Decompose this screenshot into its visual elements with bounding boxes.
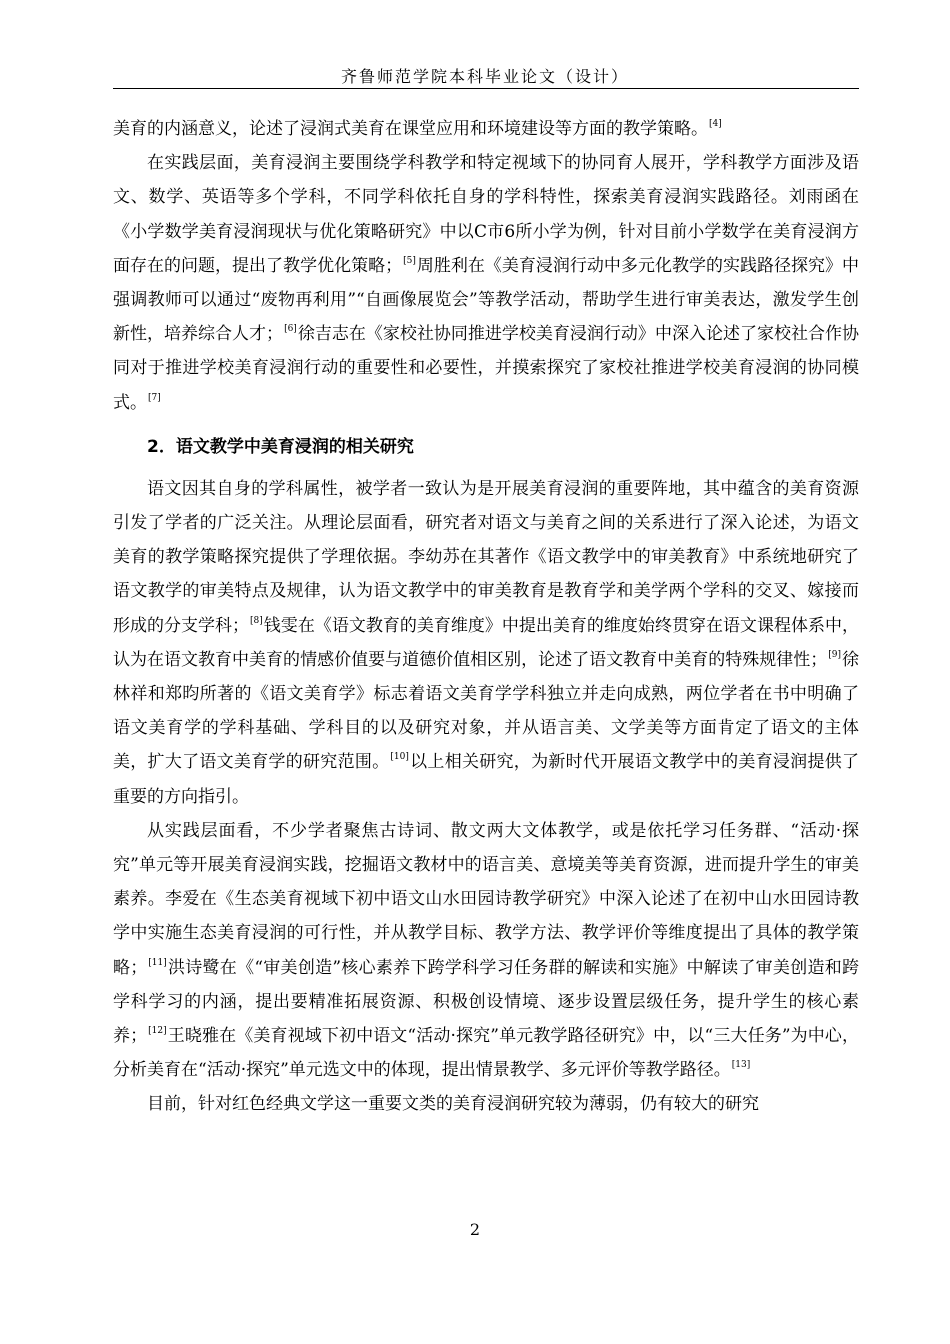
citation-marker: [5] <box>403 255 416 266</box>
citation-marker: [7] <box>148 392 161 403</box>
body-paragraph <box>113 1087 859 1121</box>
citation-marker: [4] <box>709 119 722 129</box>
citation-marker: [13] <box>731 1060 751 1071</box>
citation-marker: [8] <box>250 615 263 626</box>
paragraphs-before-heading <box>113 112 859 420</box>
page-header: 齐鲁师范学院本科毕业论文（设计） <box>340 67 629 86</box>
section-heading: 2．语文教学中美育浸润的相关研究 <box>147 436 414 457</box>
paragraph-text: 徐林祥和郑昀所著的《语文美育学》标志着语文美育学学科独立并走向成熟，两位学者在书中明确了语文美育学的学科基础、学科目的以及研究对象，并从语言美、文学美等方面肯定了语文的主体美，扩大了语文美育学的研究范围。 <box>113 649 860 773</box>
body-paragraph <box>113 112 859 146</box>
body-paragraph <box>113 146 859 420</box>
page-body <box>113 112 859 1122</box>
paragraph-text: 徐吉志在《家校社协同推进学校美育浸润行动》中深入论述了家校社合作协同对于推进学校美育浸润行动的重要性和必要性，并摸索探究了家校社推进学校美育浸润的协同模式。 <box>113 324 860 413</box>
header-divider <box>113 88 859 89</box>
paragraph-text: 从实践层面看，不少学者聚焦古诗词、散文两大文体教学，或是依托学习任务群、“活动·探究”单元等开展美育浸润实践，挖掘语文教材中的语言美、意境美等美育资源，进而提升学生的审美素养。李爱在《生态美育视域下初中语文山水田园诗教学研究》中深入论述了在初中山水田园诗教学中实施生态美育浸润的可行性，并从教学目标、教学方法、教学评价等维度提出了具体的教学策略； <box>113 820 859 978</box>
paragraph-text: 钱雯在《语文教育的美育维度》中提出美育的维度始终贯穿在语文课程体系中，认为在语文教育中美育的情感价值要与道德价值相区别，论述了语文教育中美育的特殊规律性； <box>113 615 860 670</box>
citation-marker: [11] <box>148 957 167 968</box>
paragraph-text: 以上相关研究，为新时代开展语文教学中的美育浸润提供了重要的方向指引。 <box>113 752 860 807</box>
paragraph-text: 语文因其自身的学科属性，被学者一致认为是开展美育浸润的重要阵地，其中蕴含的美育资源引发了学者的广泛关注。从理论层面看，研究者对语文与美育之间的关系进行了深入论述，为语文美育的教学策略探究提供了学理依据。李幼苏在其著作《语文教学中的审美教育》中系统地研究了语文教学的审美特点及规律，认为语文教学中的审美教育是教育学和美学两个学科的交叉、嫁接而形成的分支学科； <box>113 478 859 636</box>
paragraph-text: 周胜利在《美育浸润行动中多元化教学的实践路径探究》中强调教师可以通过“废物再利用”“自画像展览会”等教学活动，帮助学生进行审美表达，激发学生创新性，培养综合人才； <box>113 255 860 345</box>
paragraph-text: 目前，针对红色经典文学这一重要文类的美育浸润研究较为薄弱，仍有较大的研究 <box>147 1094 759 1115</box>
body-paragraph <box>113 472 859 814</box>
citation-marker: [9] <box>828 649 841 660</box>
citation-marker: [6] <box>284 324 297 335</box>
paragraph-text: 在实践层面，美育浸润主要围绕学科教学和特定视域下的协同育人展开，学科教学方面涉及语文、数学、英语等多个学科，不同学科依托自身的学科特性，探索美育浸润实践路径。刘雨函在《小学数学美育浸润现状与优化策略研究》中以C市6所小学为例，针对目前小学数学在美育浸润方面存在的问题，提出了教学优化策略； <box>113 153 859 276</box>
citation-marker: [10] <box>390 752 409 763</box>
paragraph-text: 洪诗鹭在《“审美创造”核心素养下跨学科学习任务群的解读和实施》中解读了审美创造和跨学科学习的内涵，提出要精准拓展资源、积极创设情境、逐步设置层级任务，提升学生的核心素养； <box>113 957 859 1047</box>
paragraphs-after-heading <box>113 472 859 1122</box>
body-paragraph <box>113 814 859 1088</box>
paragraph-text: 王晓雅在《美育视域下初中语文“活动·探究”单元教学路径研究》中，以“三大任务”为中心，分析美育在“活动·探究”单元选文中的体现，提出情景教学、多元评价等教学路径。 <box>113 1026 859 1081</box>
paragraph-text: 美育的内涵意义，论述了浸润式美育在课堂应用和环境建设等方面的教学策略。 <box>113 119 708 139</box>
page-number: 2 <box>469 1220 481 1239</box>
citation-marker: [12] <box>148 1026 167 1037</box>
